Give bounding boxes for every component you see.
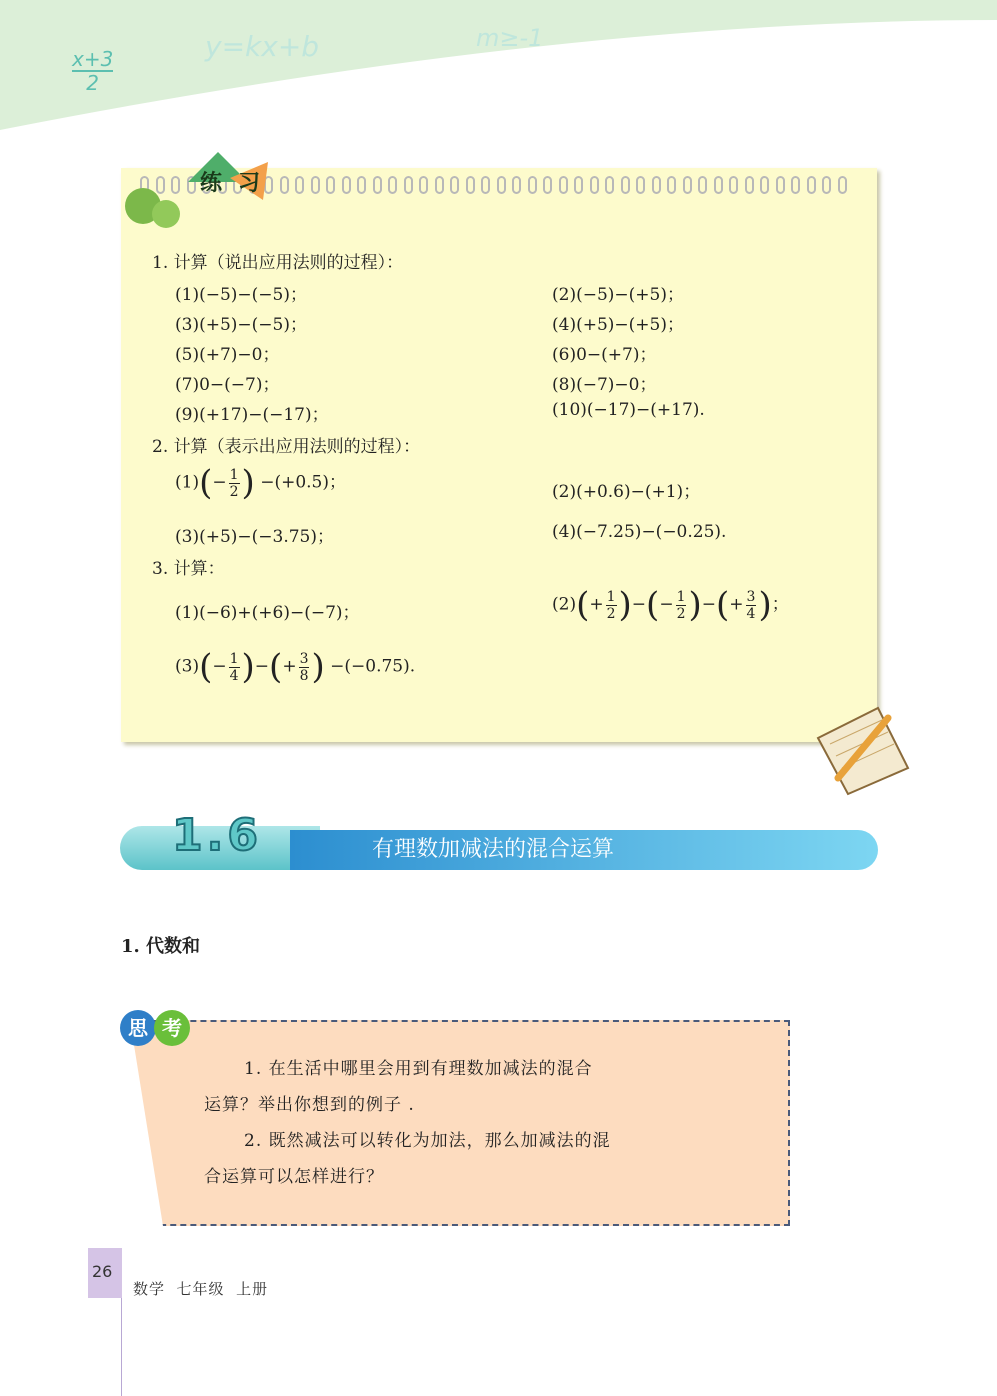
- q3-2-label: (2): [552, 594, 577, 615]
- spiral-ring: [822, 176, 831, 194]
- spiral-ring: [729, 176, 738, 194]
- section-title-bar: [290, 830, 878, 870]
- paren: (: [576, 585, 590, 625]
- header-band: [0, 0, 997, 135]
- spiral-ring: [559, 176, 568, 194]
- q2-1-label: (1): [175, 472, 200, 493]
- paren: ): [618, 585, 632, 625]
- fraction: [676, 590, 687, 621]
- spiral-ring: [652, 176, 661, 194]
- spiral-ring: [838, 176, 847, 194]
- fraction-num: 3: [746, 588, 756, 605]
- spiral-ring: [357, 176, 366, 194]
- q1-item-10: (10)(−17)−(+17).: [552, 400, 705, 420]
- fraction: [606, 590, 617, 621]
- section-number: 1.6: [172, 810, 262, 861]
- spiral-ring: [435, 176, 444, 194]
- fraction-den: 8: [299, 667, 309, 684]
- fraction-num: 1: [606, 588, 616, 605]
- formula-numerator: x+3: [72, 47, 114, 71]
- think-line-3: 2. 既然减法可以转化为加法，那么加减法的混: [244, 1131, 611, 1151]
- spiral-ring: [760, 176, 769, 194]
- paren: ): [311, 647, 325, 687]
- q1-item-2: (2)(−5)−(+5)；: [552, 285, 684, 305]
- page-number: 26: [92, 1262, 113, 1281]
- spiral-ring: [466, 176, 475, 194]
- question-3-prompt: 3. 计算：: [152, 559, 225, 579]
- section-title: 有理数加减法的混合运算: [372, 837, 615, 862]
- spiral-ring: [543, 176, 552, 194]
- spiral-ring: [574, 176, 583, 194]
- fraction-num: 1: [229, 650, 239, 667]
- q1-item-1: (1)(−5)−(−5)；: [175, 285, 307, 305]
- notebook-pencil-illustration: [808, 698, 918, 798]
- q3-3-tail: −(−0.75).: [324, 656, 416, 677]
- q3-item-2: [552, 585, 789, 625]
- q2-item-1: [175, 463, 346, 503]
- formula-denominator: 2: [86, 71, 100, 95]
- sign: −: [659, 594, 674, 615]
- q1-item-4: (4)(+5)−(+5)；: [552, 315, 684, 335]
- semicolon: ；: [771, 594, 789, 615]
- spiral-ring: [481, 176, 490, 194]
- question-2-prompt: 2. 计算（表示出应用法则的过程）：: [152, 437, 421, 457]
- fraction-num: 3: [299, 650, 309, 667]
- spiral-ring: [295, 176, 304, 194]
- spiral-ring: [342, 176, 351, 194]
- paren: ): [688, 585, 702, 625]
- spiral-ring: [388, 176, 397, 194]
- sign: +: [729, 594, 744, 615]
- practice-title-1: 练: [200, 171, 223, 196]
- question-1-prompt: 1. 计算（说出应用法则的过程）：: [152, 253, 404, 273]
- spiral-ring: [621, 176, 630, 194]
- fraction: [746, 590, 757, 621]
- fraction-den: 4: [746, 605, 756, 622]
- spiral-ring: [404, 176, 413, 194]
- q3-item-3: [175, 647, 416, 687]
- sign: +: [589, 594, 604, 615]
- spiral-ring: [636, 176, 645, 194]
- sign: −: [631, 594, 647, 615]
- fraction-den: 2: [606, 605, 616, 622]
- spiral-ring: [528, 176, 537, 194]
- spiral-ring: [683, 176, 692, 194]
- think-label-1: 思: [120, 1010, 156, 1046]
- think-box: [130, 1020, 790, 1226]
- sign: −: [254, 656, 270, 677]
- spiral-ring: [450, 176, 459, 194]
- spiral-ring: [590, 176, 599, 194]
- think-line-1: 1. 在生活中哪里会用到有理数加减法的混合: [244, 1059, 593, 1079]
- page-margin-line: [121, 1298, 122, 1396]
- paren: (: [269, 647, 283, 687]
- header-formula-fraction: [72, 48, 113, 94]
- fraction-num: 1: [676, 588, 686, 605]
- paren: (: [199, 463, 213, 503]
- think-line-4: 合运算可以怎样进行？: [204, 1167, 384, 1187]
- spiral-ring: [776, 176, 785, 194]
- fraction-den: 2: [676, 605, 686, 622]
- q1-item-9: (9)(+17)−(−17)；: [175, 405, 329, 425]
- q2-1-tail: −(+0.5)；: [254, 472, 346, 493]
- header-formula-inequality: m≥-1: [476, 24, 544, 52]
- think-label-2: 考: [154, 1010, 190, 1046]
- paren: (: [199, 647, 213, 687]
- spiral-ring: [512, 176, 521, 194]
- fraction-den: 4: [229, 667, 239, 684]
- think-line-2: 运算？举出你想到的例子 .: [204, 1095, 415, 1115]
- q2-item-2: (2)(+0.6)−(+1)；: [552, 482, 701, 502]
- spiral-ring: [419, 176, 428, 194]
- q2-item-4: (4)(−7.25)−(−0.25).: [552, 522, 727, 542]
- q1-item-6: (6)0−(+7)；: [552, 345, 657, 365]
- paren: ): [241, 647, 255, 687]
- fraction-num: 1: [229, 466, 239, 483]
- q1-item-3: (3)(+5)−(−5)；: [175, 315, 307, 335]
- spiral-ring: [605, 176, 614, 194]
- spiral-ring: [698, 176, 707, 194]
- practice-title-2: 习: [238, 171, 261, 196]
- fraction: [229, 468, 240, 499]
- spiral-ring: [326, 176, 335, 194]
- header-formula-linear: y=kx+b: [205, 30, 320, 63]
- fraction-den: 2: [229, 483, 239, 500]
- q1-item-5: (5)(+7)−0；: [175, 345, 280, 365]
- book-title: 数学 七年级 上册: [133, 1280, 269, 1298]
- subsection-heading: 1. 代数和: [121, 936, 201, 957]
- sign: −: [701, 594, 716, 615]
- q2-item-3: (3)(+5)−(−3.75)；: [175, 527, 335, 547]
- q3-3-label: (3): [175, 656, 200, 677]
- spiral-ring: [791, 176, 800, 194]
- paren: (: [716, 585, 730, 625]
- spiral-ring: [497, 176, 506, 194]
- sign: +: [282, 656, 297, 677]
- spiral-ring: [807, 176, 816, 194]
- q1-item-8: (8)(−7)−0；: [552, 375, 657, 395]
- sign: −: [212, 472, 227, 493]
- q1-item-7: (7)0−(−7)；: [175, 375, 280, 395]
- q3-item-1: (1)(−6)+(+6)−(−7)；: [175, 603, 360, 623]
- spiral-ring: [311, 176, 320, 194]
- spiral-ring: [373, 176, 382, 194]
- fraction: [299, 652, 310, 683]
- sign: −: [212, 656, 227, 677]
- spiral-ring: [745, 176, 754, 194]
- paren: (: [646, 585, 660, 625]
- spiral-ring: [667, 176, 676, 194]
- paren: ): [241, 463, 255, 503]
- paren: ): [758, 585, 772, 625]
- fraction: [229, 652, 240, 683]
- spiral-ring: [714, 176, 723, 194]
